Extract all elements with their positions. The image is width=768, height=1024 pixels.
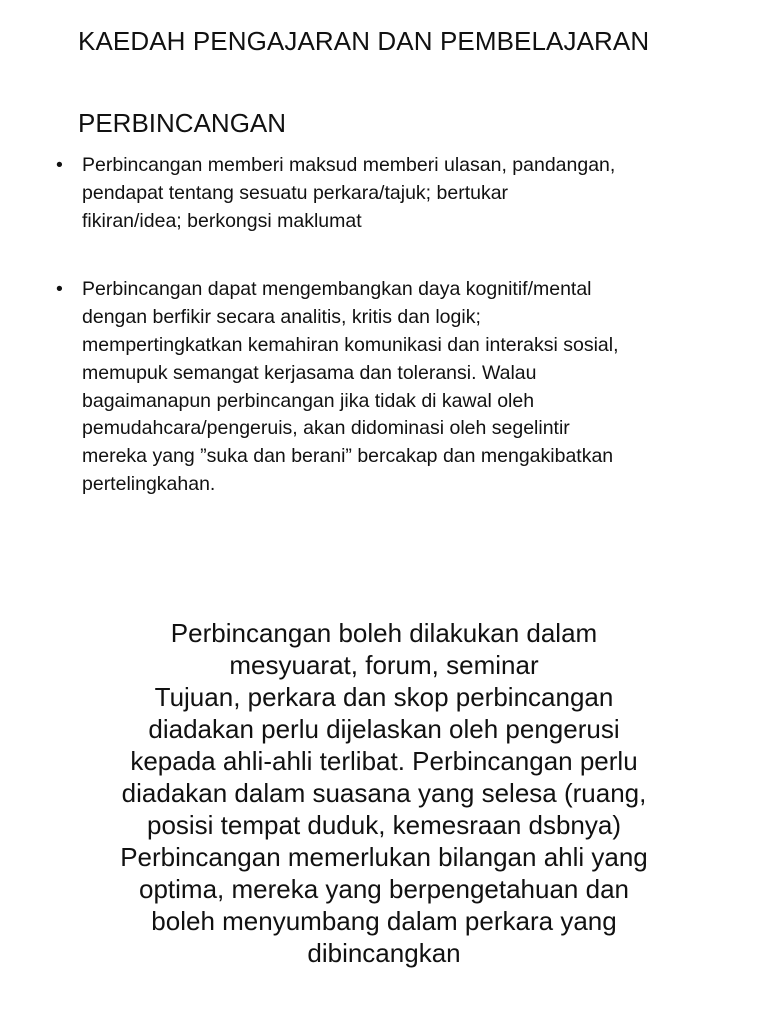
bullet-line: Perbincangan dapat mengembangkan daya kognitif/mental xyxy=(82,278,592,301)
bullet-line: bagaimanapun perbincangan jika tidak di kawal oleh xyxy=(82,389,535,412)
paragraph-line: diadakan dalam suasana yang selesa (ruang, xyxy=(121,778,647,808)
paragraph-line: mesyuarat, forum, seminar xyxy=(229,650,539,680)
bullet-line: Perbincangan memberi maksud memberi ulasan, pandangan, xyxy=(82,154,616,176)
paragraph-line: diadakan perlu dijelaskan oleh pengerusi xyxy=(148,714,620,744)
bullet-line: pertelingkahan. xyxy=(82,472,216,495)
bullet-line: pendapat tentang sesuatu perkara/tajuk; bertukar xyxy=(82,181,509,204)
bullet-line: dengan berfikir secara analitis, kritis dan logik; xyxy=(82,306,481,329)
paragraph-line: Tujuan, perkara dan skop perbincangan xyxy=(154,682,614,712)
bullet-line: memupuk semangat kerjasama dan toleransi. Walau xyxy=(82,361,537,384)
bullet-item-definition xyxy=(56,152,746,235)
centered-paragraph xyxy=(40,617,728,969)
paragraph-line: optima, mereka yang berpengetahuan dan xyxy=(138,874,629,904)
paragraph-line: boleh menyumbang dalam perkara yang xyxy=(151,906,617,936)
bullet-list xyxy=(56,152,746,499)
bullet-line: fikiran/idea; berkongsi maklumat xyxy=(82,209,362,232)
page-title: KAEDAH PENGAJARAN DAN PEMBELAJARAN xyxy=(78,26,650,56)
bullet-line: mempertingkatkan kemahiran komunikasi dan interaksi sosial, xyxy=(82,333,619,356)
paragraph-line: Perbincangan boleh dilakukan dalam xyxy=(170,618,598,648)
paragraph-line: kepada ahli-ahli terlibat. Perbincangan perlu xyxy=(130,746,638,776)
bullet-line: mereka yang ”suka dan berani” bercakap dan mengakibatkan xyxy=(82,445,614,468)
bullet-line: pemudahcara/pengeruis, akan didominasi oleh segelintir xyxy=(82,417,570,440)
paragraph-line: Perbincangan memerlukan bilangan ahli yang xyxy=(120,842,648,872)
paragraph-line: posisi tempat duduk, kemesraan dsbnya) xyxy=(146,810,622,840)
bullet-icon: • xyxy=(56,154,63,176)
bullet-item-benefits xyxy=(56,276,746,498)
bullet-icon: • xyxy=(56,278,63,301)
paragraph-line: dibincangkan xyxy=(307,938,461,968)
section-heading: PERBINCANGAN xyxy=(78,108,287,138)
